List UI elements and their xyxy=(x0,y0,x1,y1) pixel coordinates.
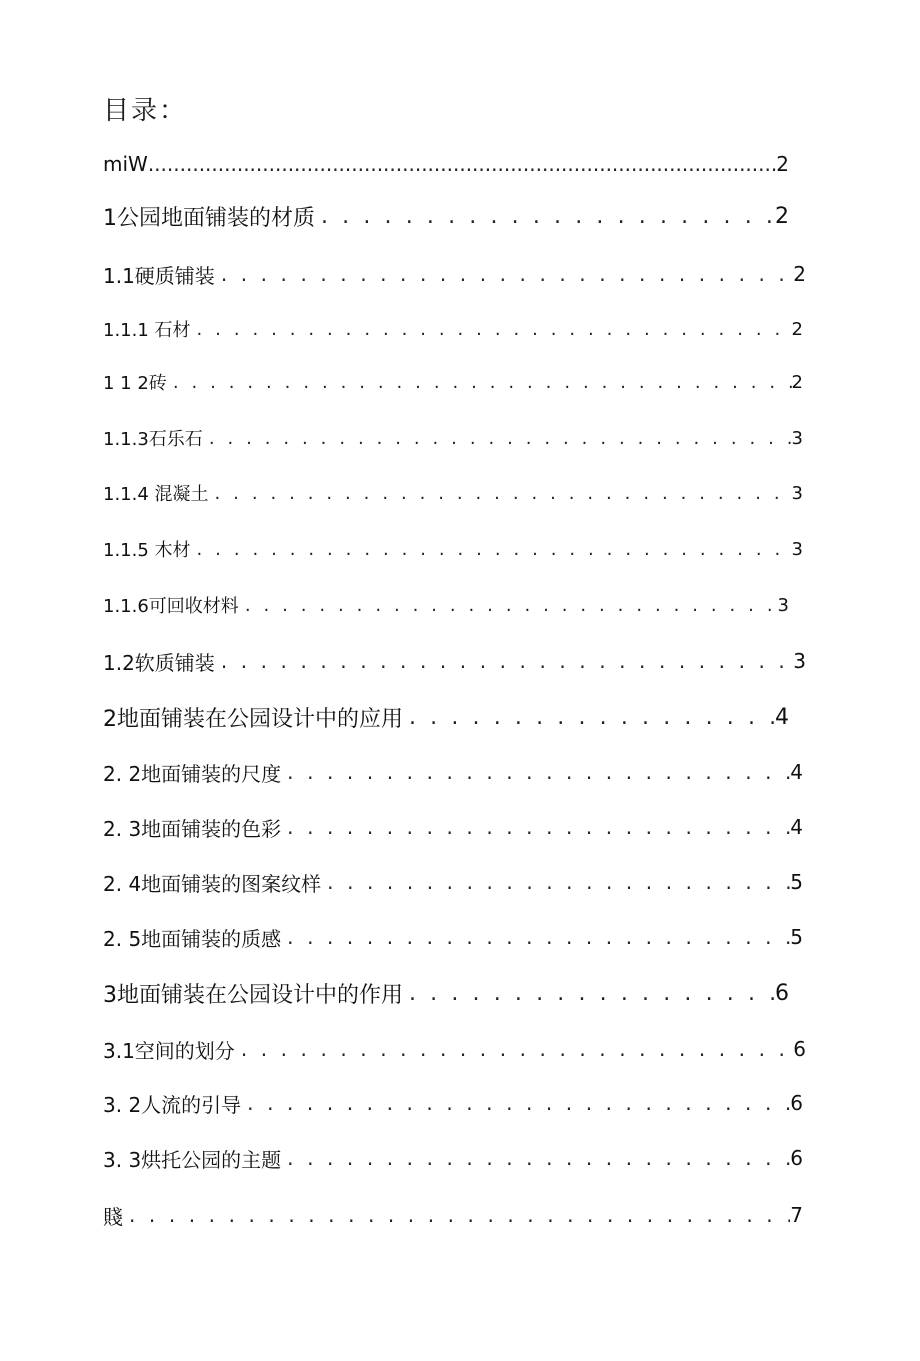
toc-entry[interactable] xyxy=(103,201,789,231)
toc-entry-page: 4 xyxy=(790,815,803,839)
toc-entry-label: 2. 4地面铺装的图案纹样 xyxy=(103,871,322,896)
toc-entry-page: 3 xyxy=(791,427,803,449)
toc-entry-label: 賤 xyxy=(103,1204,123,1229)
toc-entry-page: 6 xyxy=(775,980,789,1006)
toc-dot-leader xyxy=(235,1037,793,1061)
toc-entry-label: 1公园地面铺装的材质 xyxy=(103,205,315,231)
toc-entry[interactable] xyxy=(103,1034,806,1064)
toc-entry-page: 6 xyxy=(790,1146,803,1170)
toc-dot-leader xyxy=(281,925,790,949)
toc-entry-page: 5 xyxy=(790,925,803,949)
toc-entry-label: 3. 3烘托公园的主题 xyxy=(103,1147,282,1172)
toc-entry[interactable] xyxy=(103,478,803,508)
toc-entry-label: 1.1.5 木材 xyxy=(103,540,191,561)
toc-entry-page: 6 xyxy=(793,1037,806,1061)
toc-dot-leader xyxy=(215,649,793,673)
toc-entry-page: 5 xyxy=(790,870,803,894)
toc-dot-leader xyxy=(281,760,790,784)
toc-dot-leader xyxy=(148,152,776,176)
toc-dot-leader xyxy=(321,870,790,894)
toc-entry[interactable] xyxy=(103,978,789,1008)
toc-entry-label: 1 1 2砖 xyxy=(103,373,167,394)
toc-dot-leader xyxy=(281,1146,790,1170)
toc-entry-page: 6 xyxy=(790,1091,803,1115)
toc-entry-label: 2. 2地面铺装的尺度 xyxy=(103,761,282,786)
toc-entry[interactable] xyxy=(103,367,803,397)
toc-entry-page: 2 xyxy=(791,318,803,340)
toc-entry[interactable] xyxy=(103,1143,803,1173)
toc-dot-leader xyxy=(167,372,792,393)
toc-dot-leader xyxy=(403,705,775,730)
toc-entry-page: 4 xyxy=(775,704,789,730)
toc-entry-page: 2 xyxy=(775,203,789,229)
toc-entry-label: 1.1.1 石材 xyxy=(103,320,191,341)
toc-dot-leader xyxy=(191,539,792,560)
toc-dot-leader xyxy=(315,204,775,229)
toc-entry-label: 2. 3地面铺装的色彩 xyxy=(103,816,282,841)
toc-entry[interactable] xyxy=(103,1200,803,1230)
toc-entry[interactable] xyxy=(103,922,803,952)
toc-entry-label: 1.2软质铺装 xyxy=(103,650,215,675)
toc-dot-leader xyxy=(203,428,792,449)
toc-dot-leader xyxy=(209,483,792,504)
toc-entry-page: 2 xyxy=(791,371,803,393)
toc-entry[interactable] xyxy=(103,1088,803,1118)
toc-entry-page: 3 xyxy=(791,482,803,504)
toc-entry[interactable] xyxy=(103,646,806,676)
toc-entry[interactable] xyxy=(103,534,803,564)
toc-entry-page: 3 xyxy=(777,594,789,616)
toc-dot-leader xyxy=(281,815,790,839)
toc-entry-label: 1.1.6可回收材料 xyxy=(103,596,239,617)
toc-dot-leader xyxy=(215,262,793,286)
toc-entry[interactable] xyxy=(103,259,806,289)
toc-entry[interactable] xyxy=(103,867,803,897)
toc-entry-page: 3 xyxy=(793,649,806,673)
toc-entry[interactable] xyxy=(103,149,789,179)
toc-entry-page: 3 xyxy=(791,538,803,560)
toc-entry-label: 1.1.4 混凝土 xyxy=(103,484,209,505)
toc-entry-label: miW xyxy=(103,152,148,176)
toc-entry[interactable] xyxy=(103,423,803,453)
toc-dot-leader xyxy=(191,319,792,340)
toc-dot-leader xyxy=(123,1203,790,1227)
toc-entry-label: 1.1.3石乐石 xyxy=(103,429,203,450)
toc-entry-page: 4 xyxy=(790,760,803,784)
toc-entry[interactable] xyxy=(103,812,803,842)
toc-dot-leader xyxy=(403,981,775,1006)
toc-entry-label: 3地面铺装在公园设计中的作用 xyxy=(103,982,403,1008)
toc-dot-leader xyxy=(239,595,778,616)
toc-entry[interactable] xyxy=(103,757,803,787)
toc-entry-label: 2. 5地面铺装的质感 xyxy=(103,926,282,951)
toc-entry-label: 3.1空间的划分 xyxy=(103,1038,235,1063)
toc-title: 目录： xyxy=(103,96,188,126)
toc-entry[interactable] xyxy=(103,590,789,620)
toc-entry-label: 3. 2人流的引导 xyxy=(103,1092,242,1117)
toc-entry-page: 2 xyxy=(793,262,806,286)
toc-entry[interactable] xyxy=(103,702,789,732)
toc-entry-label: 2地面铺装在公园设计中的应用 xyxy=(103,706,403,732)
toc-entry[interactable] xyxy=(103,314,803,344)
toc-entry-label: 1.1硬质铺装 xyxy=(103,263,215,288)
toc-entry-page: 2 xyxy=(776,152,789,176)
toc-entry-page: 7 xyxy=(790,1203,803,1227)
toc-dot-leader xyxy=(241,1091,790,1115)
